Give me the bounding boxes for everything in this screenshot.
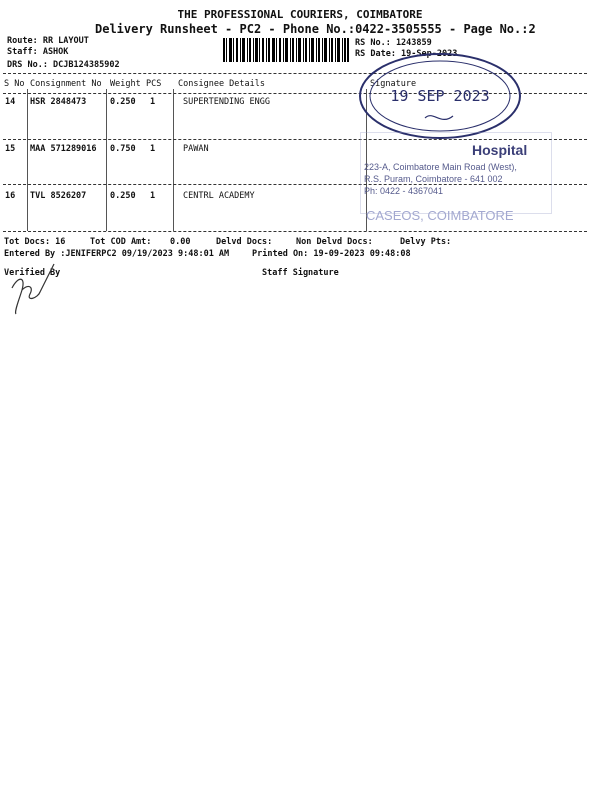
row-weight: 0.250	[110, 191, 136, 201]
row-pcs: 1	[150, 97, 156, 107]
document-title: THE PROFESSIONAL COURIERS, COIMBATORE	[177, 8, 423, 21]
staff-signature-label: Staff Signature	[262, 268, 339, 278]
row-consignment: MAA 571289016	[30, 144, 97, 154]
col-header-consignee: Consignee Details	[178, 79, 265, 89]
caseos-stamp-text: CASEOS, COIMBATORE	[366, 208, 514, 223]
hospital-name: Hospital	[472, 142, 528, 158]
route-label: Route: RR LAYOUT	[7, 36, 89, 46]
row-pcs: 1	[150, 191, 156, 201]
document-subtitle: Delivery Runsheet - PC2 - Phone No.:0422-3505555 - Page No.:2	[95, 22, 536, 36]
date-stamp-text: 19 SEP 2023	[390, 87, 490, 105]
signature-scribble	[4, 262, 64, 322]
row-weight: 0.750	[110, 144, 136, 154]
rs-date: RS Date: 19-Sep-2023	[355, 49, 458, 59]
hospital-address-1: 223-A, Coimbatore Main Road (West),	[364, 162, 517, 172]
total-cod-label: Tot COD Amt:	[90, 237, 152, 247]
row-consignment: HSR 2848473	[30, 97, 87, 107]
row-sno: 16	[5, 191, 16, 201]
col-header-pcs: PCS	[146, 79, 162, 89]
entered-by: Entered By :JENIFERPC2 09/19/2023 9:48:01 AM	[4, 249, 230, 259]
hospital-phone: Ph: 0422 - 4367041	[364, 186, 444, 196]
total-docs: Tot Docs: 16	[4, 237, 66, 247]
col-header-signature: Signature	[370, 79, 417, 89]
row-consignment: TVL 8526207	[30, 191, 87, 201]
printed-on: Printed On: 19-09-2023 09:48:08	[252, 249, 411, 259]
row-pcs: 1	[150, 144, 156, 154]
col-header-sno: S No	[4, 79, 25, 89]
col-header-weight: Weight	[110, 79, 141, 89]
column-rule	[106, 89, 107, 231]
rs-number: RS No.: 1243859	[355, 38, 432, 48]
row-consignee: CENTRL ACADEMY	[183, 191, 255, 201]
row-consignee: PAWAN	[183, 144, 209, 154]
row-sno: 14	[5, 97, 16, 107]
delivery-points: Delvy Pts:	[400, 237, 452, 247]
drs-number: DRS No.: DCJB124385902	[7, 60, 120, 70]
delivered-docs: Delvd Docs:	[216, 237, 273, 247]
total-cod-value: 0.00	[170, 237, 191, 247]
hospital-stamp	[352, 122, 562, 232]
hospital-address-2: R.S. Puram, Coimbatore - 641 002	[364, 174, 503, 184]
column-rule	[27, 89, 28, 231]
row-weight: 0.250	[110, 97, 136, 107]
verified-by-label: Verified By	[4, 268, 61, 278]
row-sno: 15	[5, 144, 16, 154]
col-header-consignment: Consignment No	[30, 79, 102, 89]
barcode	[223, 38, 349, 62]
non-delivered-docs: Non Delvd Docs:	[296, 237, 373, 247]
row-consignee: SUPERTENDING ENGG	[183, 97, 270, 107]
column-rule	[173, 89, 174, 231]
staff-label: Staff: ASHOK	[7, 47, 69, 57]
